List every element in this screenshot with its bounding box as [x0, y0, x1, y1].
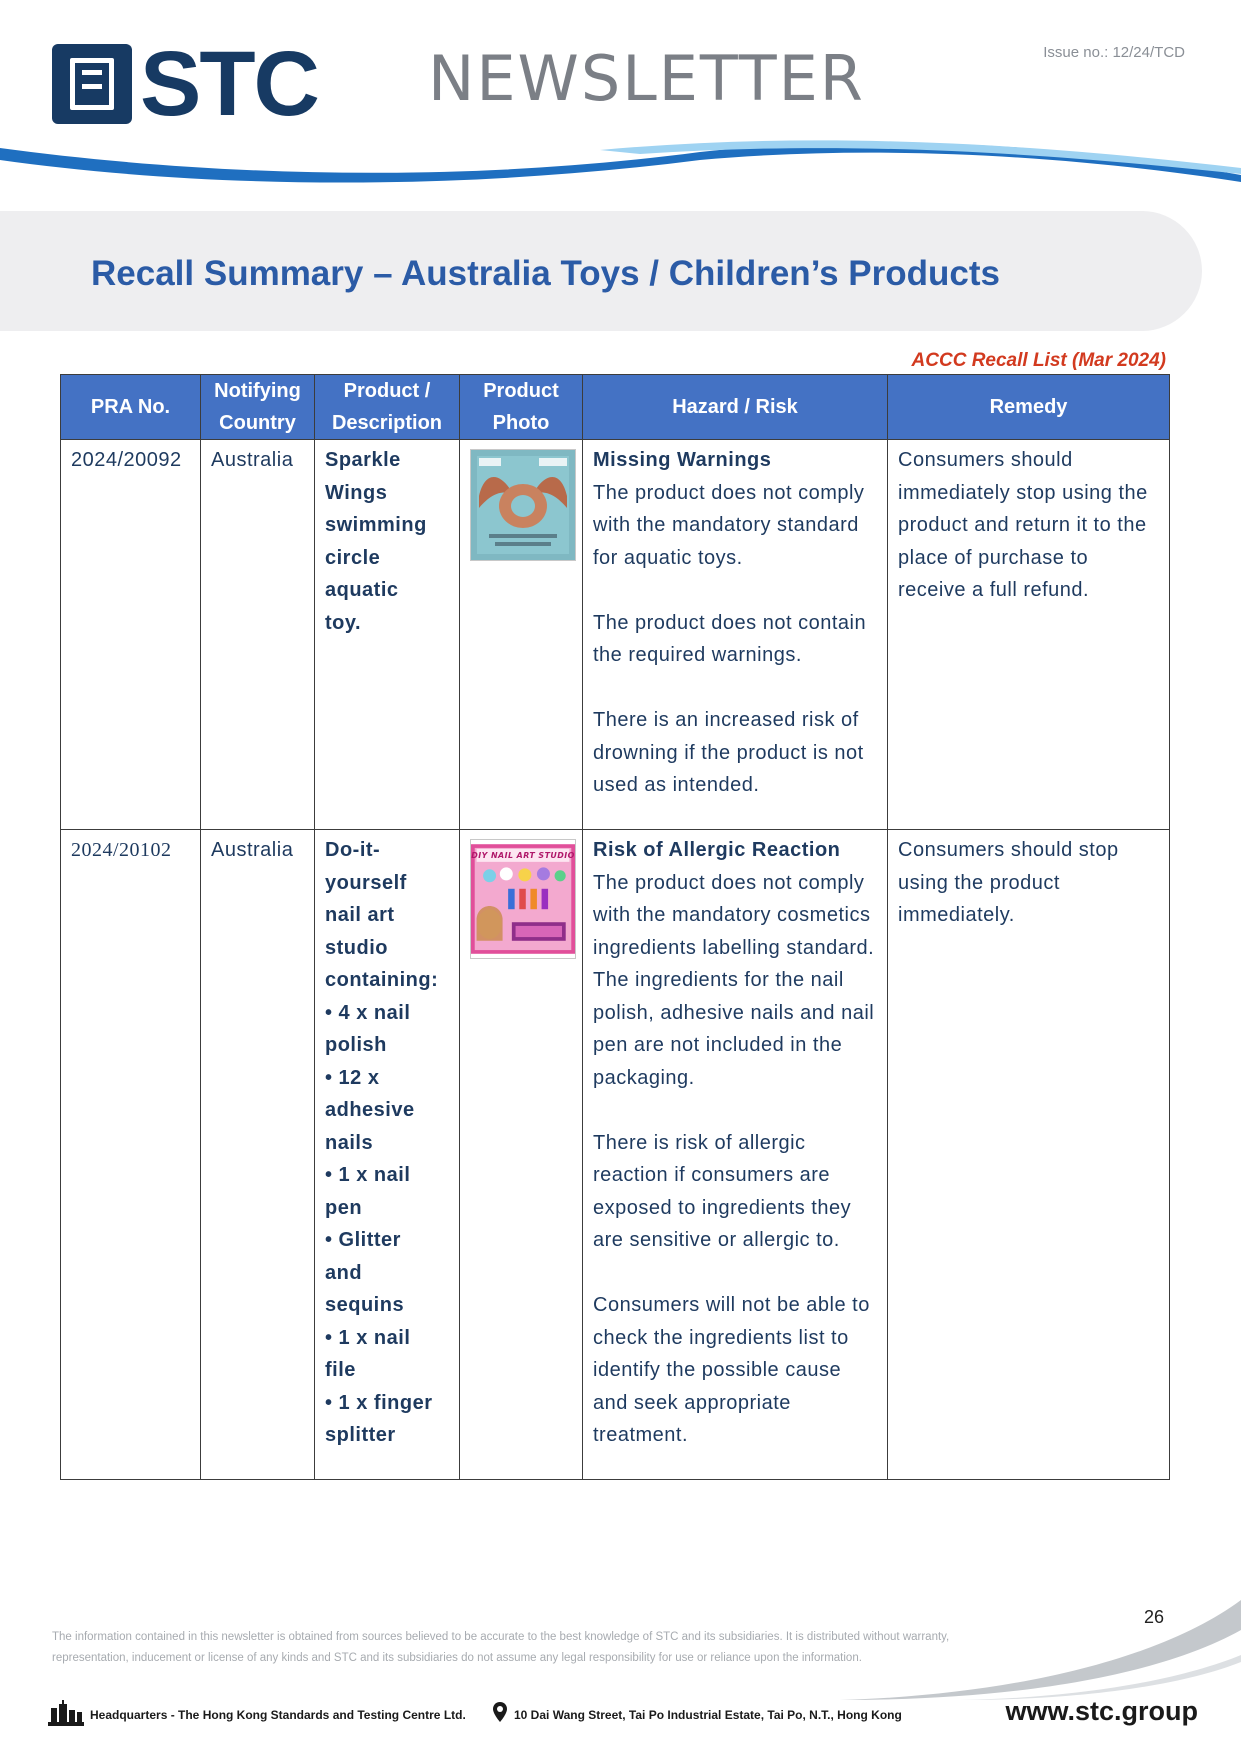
- hazard-risk-cell: Risk of Allergic Reaction The product does not comply with the mandatory cosmetics ingredients labelling standard. The ingredients for the nail polish, adhesive nails and nail pen are not included in the packaging. There is risk of allergic reaction if consumers are exposed to ingredients they are sensitive or allergic to. Consumers will not be able to check the ingredients list to identify the possible cause and seek appropriate treatment.: [583, 830, 888, 1480]
- page-number: 26: [1144, 1607, 1165, 1627]
- product-photo-cell: [460, 830, 583, 1480]
- product-description-cell: Sparkle Wings swimming circle aquatic toy.: [315, 440, 460, 830]
- pra-no-cell: 2024/20102: [61, 830, 201, 1480]
- headquarters-text: Headquarters - The Hong Kong Standards and Testing Centre Ltd.: [90, 1708, 466, 1722]
- source-reference: ACCC Recall List (Mar 2024): [911, 350, 1166, 371]
- stc-logo-mark-icon: [52, 44, 132, 124]
- country-cell: Australia: [201, 830, 315, 1480]
- table-row: [61, 440, 1170, 830]
- address-text: 10 Dai Wang Street, Tai Po Industrial Estate, Tai Po, N.T., Hong Kong: [514, 1708, 902, 1722]
- header-product-description: Product / Description: [315, 375, 460, 440]
- hazard-title: Missing Warnings: [593, 449, 772, 471]
- website-link[interactable]: www.stc.group: [1005, 1696, 1198, 1726]
- location-pin-icon: [493, 1702, 507, 1722]
- remedy-cell: Consumers should immediately stop using the product and return it to the place of purchase to receive a full refund.: [888, 440, 1170, 830]
- header-notifying-country: Notifying Country: [201, 375, 315, 440]
- header-pra-no: PRA No.: [61, 375, 201, 440]
- table-header-row: [61, 375, 1170, 440]
- recall-table: [60, 374, 1170, 1480]
- header-swoosh-decoration: [0, 130, 1241, 200]
- table-row: [61, 830, 1170, 1480]
- remedy-cell: Consumers should stop using the product immediately.: [888, 830, 1170, 1480]
- product-description-cell: Do-it- yourself nail art studio containing: • 4 x nail polish • 12 x adhesive nails • 1 x nail pen • Glitter and sequins • 1 x nail file • 1 x finger splitter: [315, 830, 460, 1480]
- logo-text: STC: [140, 33, 318, 135]
- header-hazard-risk: Hazard / Risk: [583, 375, 888, 440]
- country-cell: Australia: [201, 440, 315, 830]
- product-photo-cell: [460, 440, 583, 830]
- nail-art-kit-product-photo: [470, 839, 576, 959]
- header-product-photo: Product Photo: [460, 375, 583, 440]
- svg-text:DIY NAIL ART STUDIO: DIY NAIL ART STUDIO: [471, 851, 575, 861]
- stc-logo: [52, 33, 318, 135]
- disclaimer: The information contained in this newsletter is obtained from sources believed to be accurate to the best knowledge of STC and its subsidiaries. It is distributed without warranty, representation, inducement or license of any kinds and STC and its subsidiaries do not assume any legal responsibility for use or reliance upon the information.: [52, 1631, 950, 1664]
- hazard-risk-cell: Missing Warnings The product does not comply with the mandatory standard for aquatic toys. The product does not contain the required warnings. There is an increased risk of drowning if the product is not used as intended.: [583, 440, 888, 830]
- page-title: Recall Summary – Australia Toys / Children’s Products: [91, 254, 1000, 293]
- swim-ring-product-photo: [470, 449, 576, 561]
- issue-number: Issue no.: 12/24/TCD: [1043, 44, 1185, 61]
- building-icon: [48, 1700, 84, 1726]
- header-remedy: Remedy: [888, 375, 1170, 440]
- newsletter-heading: NEWSLETTER: [428, 42, 865, 115]
- pra-no-cell: 2024/20092: [61, 440, 201, 830]
- hazard-title: Risk of Allergic Reaction: [593, 839, 841, 861]
- footer: [48, 1694, 1198, 1734]
